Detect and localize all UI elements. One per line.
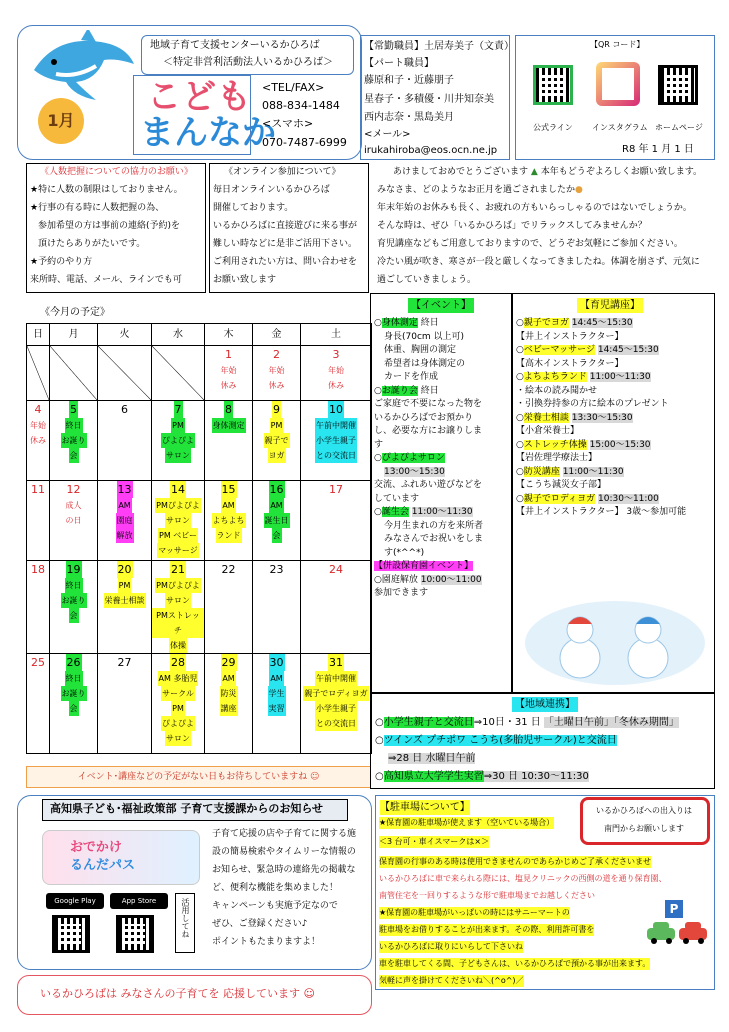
tel-number: 088-834-1484	[262, 99, 340, 112]
mail-label: <メール>	[364, 129, 411, 140]
calendar-title: 《今月の予定》	[40, 307, 110, 318]
calendar-cell	[50, 346, 98, 401]
calendar-day-header: 金	[253, 324, 301, 346]
footer-text: いるかひろばは みなさんの子育てを 応援しています ☺	[40, 987, 315, 1000]
event-item: ○身体測定 終日	[374, 318, 439, 328]
community-line4: ○高知県立大学学生実習⇒30 日 10:30～11:30	[375, 771, 589, 782]
calendar-cell: 18	[27, 561, 50, 654]
qr-label-homepage: ホームページ	[655, 123, 703, 132]
calendar-cell: 29 AM 防災 講座	[205, 654, 253, 754]
month-badge: 1月	[38, 98, 84, 144]
calendar-cell: 27	[98, 654, 152, 754]
notice-online-line: 開催しております。	[213, 203, 294, 213]
calendar-cell: 13 AM 園庭 解放	[98, 481, 152, 561]
calendar-cell: 2 年始 休み	[253, 346, 301, 401]
calendar-cell: 5 終日 お誕り 会	[50, 401, 98, 481]
issue-date: R8 年 1 月 1 日	[622, 144, 694, 155]
qr-title: 【QR コード】	[590, 40, 645, 49]
event-item: ○お誕り会 終日	[374, 385, 439, 396]
calendar-day-header: 水	[152, 324, 205, 346]
app-store-qr-icon[interactable]	[116, 915, 154, 953]
mobile-label: <スマホ>	[262, 117, 314, 130]
logo-line1: こども	[147, 77, 252, 117]
tel-label: <TEL/FAX>	[262, 81, 325, 94]
kochi-line: ポイントもたまりますよ！	[212, 937, 321, 947]
notice-people-line: ★行事の有る時に人数把握の為、	[30, 203, 165, 213]
calendar-day-header: 日	[27, 324, 50, 346]
calendar-cell	[152, 346, 205, 401]
calendar-cell	[27, 346, 50, 401]
car-icon	[645, 918, 711, 946]
calendar-cell	[98, 346, 152, 401]
greeting-line: みなさま、どのようなお正月を過ごされましたか●	[377, 185, 583, 195]
calendar-cell: 20 PM 栄養士相談	[98, 561, 152, 654]
calendar-cell: 17	[301, 481, 372, 561]
calendar-cell: 10 午前中開催 小学生親子 との交流日	[301, 401, 372, 481]
vertical-note: 活用してね	[181, 898, 190, 938]
notice-online-line: ご利用されたい方は、問い合わせを	[213, 257, 358, 267]
kochi-line: 子育て応援の店や子育てに関する施	[212, 829, 357, 839]
notice-online-line: 毎日オンラインいるかひろば	[213, 185, 330, 195]
calendar-cell: 12 成人 の日	[50, 481, 98, 561]
greeting-line: あけましておめでとうございます ▲ 本年もどうぞよろしくお願い致します。	[393, 167, 702, 177]
parking-line: 南管住宅を一回りするような形で駐車場までお越しください	[379, 891, 595, 900]
notice-people-title: 《人数把握についての協力のお願い》	[40, 167, 193, 177]
parking-line: ★保育園の駐車場が使えます（空いている場合）	[379, 818, 555, 827]
qr-label-instagram: インスタグラム	[592, 123, 648, 132]
parking-note2: 南門からお願いします	[604, 824, 684, 833]
app-title2: るんだパス	[70, 858, 136, 873]
app-title1: おでかけ	[70, 840, 122, 855]
notice-people-line: ★特に人数の制限はしておりません。	[30, 185, 183, 195]
community-title: 【地域連携】	[512, 697, 578, 712]
kochi-line: キャンペーンも実施予定なので	[212, 901, 338, 911]
courses-list: ○親子でヨガ 14:45～15:30 【井上インストラクター】 ○ベビーマッサージ 14:45～15:30 【高木インストラクター】 ○よちよちランド 11:00～11:30 ・絵本の読み聞かせ ・引換券持参の方に絵本のプレゼント ○栄養士相談 13:30～15:30 【小倉栄養士】 ○ストレッチ体操 15:00～15:30 【岩佐理学療法士】 ○防災講座 11:00～11:30 【こうち減災女子部】 ○親子でロディヨガ 10:30～11:00 【井上インストラクター】 3歳～参加可能	[516, 317, 712, 520]
parking-line: ＜3 台可・車イスマークは×＞	[379, 837, 490, 846]
center-name1: 地域子育て支援センターいるかひろば	[150, 40, 320, 51]
parking-title: 【駐車場について】	[380, 802, 470, 813]
calendar-cell: 31 午前中開催 親子でロディヨガ 小学生親子 との交流日	[301, 654, 372, 754]
kochi-line: ど、便利な機能を集めました！	[212, 883, 339, 893]
mobile-number: 070-7487-6999	[262, 136, 347, 149]
calendar-cell: 24	[301, 561, 372, 654]
calendar-cell: 30 AM 学生 実習	[253, 654, 301, 754]
line-qr-icon[interactable]	[533, 65, 573, 105]
notice-online-line: 難しい時などに是非ご活用下さい。	[213, 239, 358, 249]
calendar-day-header: 火	[98, 324, 152, 346]
calendar-cell: 11	[27, 481, 50, 561]
staff-part-label: 【パート職員】	[364, 58, 434, 69]
kochi-line: ぜひ、ご登録ください♪	[212, 919, 308, 929]
calendar-table	[26, 323, 372, 754]
dolphin-icon	[26, 30, 136, 105]
qr-label-line: 公式ライン	[533, 123, 573, 132]
calendar-cell: 6	[98, 401, 152, 481]
event-item: ○誕生会 11:00～11:30	[374, 507, 473, 517]
course-item: ○親子でヨガ 14:45～15:30	[516, 318, 633, 328]
greeting-line: 年末年始のお休みも長く、お疲れの方もいらっしゃるのではないでしょうか。	[377, 203, 692, 213]
calendar-cell: 9 PM 親子で ヨガ	[253, 401, 301, 481]
parking-line: 気軽に声を掛けてくださいね＼(^o^)／	[379, 976, 524, 985]
event-item: ○ぴよぴよサロン	[374, 453, 445, 463]
staff-line1: 藤原和子・近藤朋子	[364, 75, 454, 86]
calendar-day-header: 木	[205, 324, 253, 346]
notice-online-title: 《オンライン参加について》	[224, 167, 341, 177]
greeting-line: そんな時は、ぜひ「いるかひろば」でリラックスしてみませんか？	[377, 221, 647, 231]
calendar-cell: 1 年始 休み	[205, 346, 253, 401]
calendar-cell: 23	[253, 561, 301, 654]
calendar-cell: 22	[205, 561, 253, 654]
calendar-cell: 3 年始 休み	[301, 346, 372, 401]
parking-line: 保育園の行事のある時は使用できませんのであらかじめご了承くださいませ	[379, 857, 651, 866]
calendar-cell: 19 終日 お誕り 会	[50, 561, 98, 654]
homepage-qr-icon[interactable]	[658, 65, 698, 105]
center-name2: ＜特定非営利活動法人いるかひろば＞	[163, 57, 333, 68]
notice-online-line: いるかひろばに直接遊びに来る事が	[213, 221, 358, 231]
parking-note1: いるかひろばへの出入りは	[596, 806, 692, 815]
notice-people-line: ★予約のやり方	[30, 257, 93, 267]
calendar-day-header: 月	[50, 324, 98, 346]
greeting-line: 育児講座などもご用意しておりますので、どうぞお気軽にご参加ください。	[377, 239, 683, 249]
kochi-line: お知らせ、緊急時の連絡先の掲載な	[212, 865, 356, 875]
notice-people-line: 来所時、電話、メール、ラインでも可	[30, 275, 182, 285]
kochi-line: 設の簡易検索やタイムリーな情報の	[212, 847, 356, 857]
calendar-cell: 16 AM 誕生日 会	[253, 481, 301, 561]
greeting-line: 冷たい風が吹き、寒さが一段と厳しくなってきましたね。体調を崩さず、元気に	[377, 257, 700, 267]
logo-box	[133, 75, 251, 155]
parking-line: いるかひろばに車で来られる際には、塩見クリニックの西側の道を通り保育園、	[379, 874, 667, 883]
course-item: ○栄養士相談 13:30～15:30	[516, 412, 633, 423]
calendar-cell: 26 終日 お誕り 会	[50, 654, 98, 754]
google-play-button[interactable]: Google Play	[46, 893, 104, 909]
calendar-cell: 8 身体測定	[205, 401, 253, 481]
staff-line2: 星春子・多積優・川井知奈美	[364, 94, 494, 105]
kochi-title: 高知県子ども･福祉政策部 子育て支援課からのお知らせ	[50, 802, 323, 815]
calendar-footer: イベント･講座などの予定がない日もお待ちしていますね ☺	[26, 766, 371, 788]
google-play-qr-icon[interactable]	[52, 915, 90, 953]
calendar-cell: 14 PMぴよぴよ サロン PM ベビー マッサージ	[152, 481, 205, 561]
staff-full: 【常勤職員】土居寿美子（文責）	[364, 41, 514, 52]
mail-address[interactable]: irukahiroba@eos.ocn.ne.jp	[364, 145, 498, 156]
parking-line: 車を駐車してくる間、子どもさんは、いるかひろばで預かる事が出来ます。	[379, 959, 651, 968]
logo-line2: まんなか	[140, 113, 276, 153]
calendar-cell: 21 PMぴよぴよ サロン PMストレッチ 体操	[152, 561, 205, 654]
greeting-line: 過ごしていきましょう。	[377, 275, 477, 285]
calendar-cell: 15 AM よちよち ランド	[205, 481, 253, 561]
courses-title: 【育児講座】	[577, 298, 643, 313]
notice-online-line: お願い致します	[213, 275, 277, 285]
course-item: ○ストレッチ体操 15:00～15:30	[516, 439, 651, 450]
calendar-day-header: 土	[301, 324, 372, 346]
snowman-icon	[520, 588, 710, 688]
community-line1: ○小学生親子と交流日⇒10日・31 日 「土曜日午前」「冬休み期間」	[375, 717, 679, 728]
parking-line: ★保育園の駐車場がいっぱいの時にはサニーマートの	[379, 908, 570, 917]
course-item: ○防災講座 11:00～11:30	[516, 466, 624, 477]
course-item: ○よちよちランド 11:00～11:30	[516, 372, 651, 382]
community-line3: ⇒28 日 水曜日午前	[388, 753, 476, 764]
course-item: ○ベビーマッサージ 14:45～15:30	[516, 345, 659, 355]
staff-line3: 西内志奈・黒島美月	[364, 112, 454, 123]
notice-people-line: 頂けたらありがたいです。	[38, 239, 146, 249]
community-line2: ○ツインズ プチポワ こうち(多胎児サークル)と交流日	[375, 735, 617, 746]
parking-line: いるかひろばに取りにいらして下さいね	[379, 942, 523, 951]
instagram-qr-icon[interactable]	[596, 62, 640, 106]
parking-line: 駐車場をお借りすることが出来ます。その際、利用許可書を	[379, 925, 595, 934]
calendar-cell: 28 AM 多胎児 サークル PM ぴよぴよ サロン	[152, 654, 205, 754]
course-item: ○親子でロディヨガ 10:30～11:00	[516, 493, 659, 504]
app-store-button[interactable]: App Store	[110, 893, 168, 909]
parking-sign-icon: P	[665, 900, 683, 918]
events-title: 【イベント】	[408, 298, 474, 313]
events-list: ○身体測定 終日 身長(70cm 以上可) 体重、胸囲の測定 希望者は身体測定の カードを作成 ○お誕り会 終日 ご家庭で不要になった物を いるかひろばでお預かり し、必要な方にお譲りしま す ○ぴよぴよサロン 13:00～15:30 交流、ふれあい遊びなどを しています ○誕生会 11:00～11:30 今月生まれの方を来所者 みなさんでお祝いをしま す(*^^*) 【併設保育園イベント】 ○園庭解放 10:00～11:00 参加できます	[374, 317, 512, 601]
notice-people-line: 参加希望の方は事前の連絡(予約)を	[38, 221, 181, 231]
calendar-cell: 7 PM ぴよぴよ サロン	[152, 401, 205, 481]
calendar-cell: 25	[27, 654, 50, 754]
calendar-cell: 4 年始 休み	[27, 401, 50, 481]
